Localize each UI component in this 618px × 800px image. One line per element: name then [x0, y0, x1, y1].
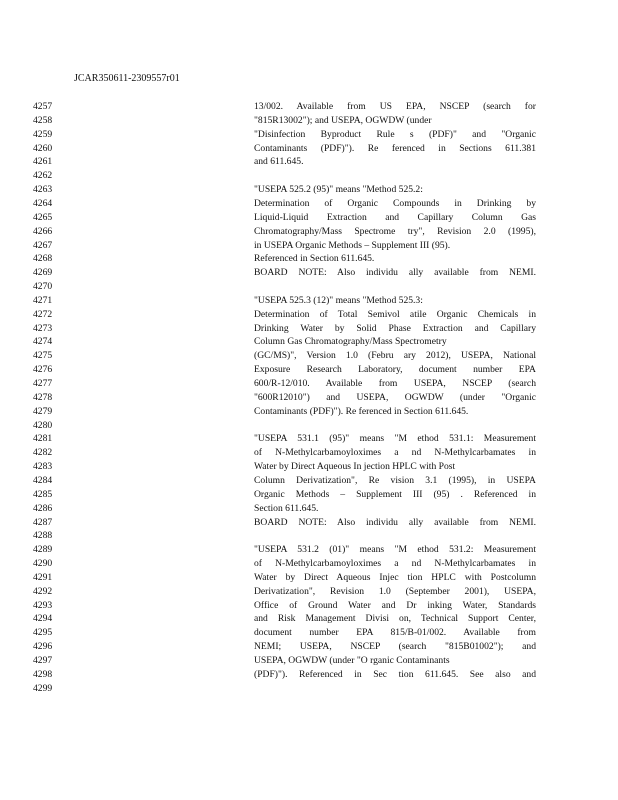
line-number: 4268 [33, 253, 53, 265]
text-line: NEMI; USEPA, NSCEP (search "815B01002"); and [254, 641, 536, 653]
text-line: Organic Methods – Supplement III (95) . Referenced in [254, 488, 536, 500]
text-line: Contaminants (PDF)"). Re ferenced in Section 611.645. [254, 405, 469, 417]
text-line: Column Gas Chromatography/Mass Spectrometry [254, 336, 447, 348]
text-line: Referenced in Section 611.645. [254, 253, 375, 265]
text-line: (GC/MS)", Version 1.0 (Febru ary 2012), USEPA, National [254, 350, 536, 362]
text-line: USEPA, OGWDW (under "O rganic Contaminants [254, 655, 450, 666]
line-number: 4289 [33, 544, 53, 556]
line-number: 4278 [33, 391, 53, 403]
line-number: 4270 [33, 281, 53, 293]
line-number: 4287 [33, 516, 53, 528]
line-number: 4259 [33, 128, 53, 140]
line-number: 4257 [33, 101, 53, 112]
line-number: 4288 [33, 530, 53, 542]
line-number: 4297 [33, 655, 53, 666]
text-line: 600/R-12/010. Available from USEPA, NSCEP (search [254, 378, 536, 389]
line-number: 4286 [33, 502, 53, 514]
line-number: 4262 [33, 170, 53, 182]
line-number: 4267 [33, 239, 53, 251]
line-number: 4272 [33, 308, 53, 320]
text-line: and 611.645. [254, 156, 304, 168]
line-number: 4295 [33, 627, 53, 639]
line-number: 4294 [33, 613, 53, 625]
line-number: 4265 [33, 211, 53, 223]
text-line: Water by Direct Aqueous Injec tion HPLC with Postcolumn [254, 571, 536, 583]
text-line: Chromatography/Mass Spectrome try", Revision 2.0 (1995), [254, 225, 536, 237]
line-number: 4276 [33, 364, 53, 376]
text-line: document number EPA 815/B-01/002. Available from [254, 627, 536, 639]
text-line: Contaminants (PDF)"). Re ferenced in Sections 611.381 [254, 142, 536, 154]
line-number: 4261 [33, 156, 53, 168]
line-number: 4293 [33, 599, 53, 611]
text-line: "USEPA 531.1 (95)" means "M ethod 531.1: Measurement [254, 433, 536, 445]
text-line: Drinking Water by Solid Phase Extraction and Capillary [254, 322, 536, 334]
text-line: Column Derivatization", Re vision 3.1 (1995), in USEPA [254, 474, 536, 486]
text-line: Water by Direct Aqueous In jection HPLC with Post [254, 461, 456, 473]
line-number: 4290 [33, 558, 53, 570]
text-line: of N-Methylcarbamoyloximes a nd N-Methylcarbamates in [254, 558, 536, 570]
text-line: "USEPA 525.2 (95)" means "Method 525.2: [254, 184, 423, 196]
line-number: 4271 [33, 294, 53, 306]
text-line: 13/002. Available from US EPA, NSCEP (search for [254, 101, 536, 112]
line-number: 4260 [33, 142, 53, 154]
line-number: 4266 [33, 225, 53, 237]
text-line: Liquid-Liquid Extraction and Capillary Column Gas [254, 211, 536, 223]
line-number: 4292 [33, 585, 53, 597]
text-line: (PDF)"). Referenced in Sec tion 611.645. See also and [254, 668, 536, 680]
line-number: 4296 [33, 641, 53, 653]
text-line: Office of Ground Water and Dr inking Water, Standards [254, 599, 536, 611]
text-line: in USEPA Organic Methods – Supplement III (95). [254, 239, 451, 251]
line-number: 4281 [33, 433, 53, 445]
line-number: 4279 [33, 405, 53, 417]
line-number: 4269 [33, 267, 53, 279]
line-number: 4258 [33, 114, 53, 126]
text-line: BOARD NOTE: Also individu ally available from NEMI. [254, 516, 536, 528]
text-line: "USEPA 525.3 (12)" means "Method 525.3: [254, 294, 423, 306]
line-number: 4283 [33, 461, 53, 473]
text-line: BOARD NOTE: Also individu ally available from NEMI. [254, 267, 536, 279]
line-number: 4284 [33, 474, 53, 486]
line-number: 4291 [33, 571, 53, 583]
text-line: "815R13002"); and USEPA, OGWDW (under [254, 114, 432, 126]
line-number: 4264 [33, 197, 53, 209]
text-line: "600R12010") and USEPA, OGWDW (under "Organic [254, 391, 536, 403]
document-header-id: JCAR350611-2309557r01 [74, 73, 180, 84]
text-line: Exposure Research Laboratory, document number EPA [254, 364, 536, 376]
line-number: 4274 [33, 336, 53, 348]
line-number: 4298 [33, 668, 53, 680]
text-line: "Disinfection Byproduct Rule s (PDF)" and "Organic [254, 128, 536, 140]
line-number: 4275 [33, 350, 53, 362]
line-number: 4285 [33, 488, 53, 500]
text-line: Determination of Total Semivol atile Organic Chemicals in [254, 308, 536, 320]
line-number: 4263 [33, 184, 53, 196]
text-line: and Risk Management Divisi on, Technical Support Center, [254, 613, 536, 625]
text-line: of N-Methylcarbamoyloximes a nd N-Methylcarbamates in [254, 447, 536, 459]
text-line: Derivatization", Revision 1.0 (September 2001), USEPA, [254, 585, 536, 597]
line-number: 4273 [33, 322, 53, 334]
line-number: 4277 [33, 378, 53, 389]
line-number: 4299 [33, 682, 53, 694]
text-line: Section 611.645. [254, 502, 319, 514]
text-line: Determination of Organic Compounds in Drinking by [254, 197, 536, 209]
line-number: 4280 [33, 419, 53, 431]
line-number: 4282 [33, 447, 53, 459]
text-line: "USEPA 531.2 (01)" means "M ethod 531.2: Measurement [254, 544, 536, 556]
